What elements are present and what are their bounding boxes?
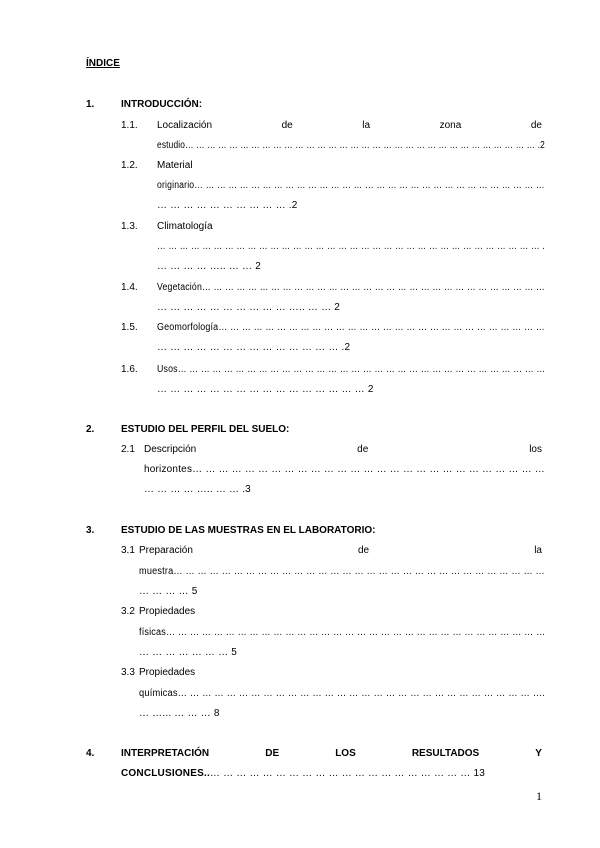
item-1-3-number: 1.3. (121, 221, 138, 232)
item-2-1-word: de (357, 444, 369, 455)
section-4-word: LOS (335, 748, 356, 759)
item-1-2-heading: Material (157, 160, 193, 171)
item-2-1-word: los (529, 444, 542, 455)
item-1-1-word: zona (439, 120, 462, 131)
item-3-3-leader: químicas… … … … … … … … … … … … … … … … … … … … … … … … … … … … … …. (139, 688, 545, 699)
item-1-3-leader: … … … … … … … … … … … … … … … … … … … … … … … … … … … … … … … … … … . (157, 241, 545, 252)
item-1-1-word: la (362, 120, 371, 131)
item-2-1-leader: horizontes… … … … … … … … … … … … … … … … … … … … … … … … … … … (144, 464, 545, 475)
item-1-4-heading: Vegetación… … … … … … … … … … … … … … … … … … … … … … … … … … … … … … (157, 282, 545, 293)
item-3-3-heading: Propiedades (139, 667, 196, 678)
section-4-leader: CONCLUSIONES..… … … … … … … … … … … … … … … … … … … … 13 (121, 768, 486, 779)
item-3-1-leader-end: … … … … 5 (139, 586, 198, 597)
section-4-number: 4. (86, 748, 95, 759)
item-3-2-leader: físicas… … … … … … … … … … … … … … … … … … … … … … … … … … … … … … … … (139, 627, 546, 638)
item-1-1-heading (157, 120, 542, 132)
section-4-word: INTERPRETACIÓN (121, 748, 210, 759)
item-1-2-number: 1.2. (121, 160, 138, 171)
item-2-1-word: Descripción (144, 444, 197, 455)
item-2-1-heading (144, 444, 542, 456)
item-1-5-number: 1.5. (121, 322, 138, 333)
item-3-2-leader-end: … … … … … … … 5 (139, 647, 238, 658)
item-1-4-number: 1.4. (121, 282, 138, 293)
item-3-1-heading (139, 545, 542, 557)
section-1-number: 1. (86, 99, 95, 110)
section-2-number: 2. (86, 424, 95, 435)
item-1-1-word: de (530, 120, 542, 131)
item-3-3-leader-end: … …... … … … 8 (139, 708, 220, 719)
item-1-5-leader-end: … … … … … … … … … … … … … … .2 (157, 342, 351, 353)
item-1-6-number: 1.6. (121, 364, 138, 375)
item-3-1-word: Preparación (139, 545, 193, 556)
item-3-2-number: 3.2 (121, 606, 135, 617)
section-2-title: ESTUDIO DEL PERFIL DEL SUELO: (121, 424, 290, 435)
section-4-word: RESULTADOS (411, 748, 480, 759)
item-3-1-leader: muestra… … … … … … … … … … … … … … … … … … … … … … … … … … … … … … … (139, 566, 545, 577)
item-1-4-leader-end: … … … … … … … … … … ….. … … 2 (157, 302, 341, 313)
item-2-1-number: 2.1 (121, 444, 135, 455)
item-1-1-word: de (281, 120, 293, 131)
item-1-6-leader-end: … … … … … … … … … … … … … … … … 2 (157, 384, 374, 395)
item-3-3-number: 3.3 (121, 667, 135, 678)
item-3-1-word: la (534, 545, 542, 556)
section-4-word: DE (265, 748, 280, 759)
section-3-number: 3. (86, 525, 95, 536)
item-1-2-leader: originario… … … … … … … … … … … … … … … … … … … … … … … … … … … … … … … (157, 180, 545, 191)
page-number: 1 (536, 789, 542, 803)
item-1-1-word: Localización (157, 120, 213, 131)
item-3-1-word: de (358, 545, 370, 556)
item-2-1-leader-end: … … … … ….. … … .3 (144, 484, 251, 495)
item-1-3-heading: Climatología (157, 221, 213, 232)
item-1-1-number: 1.1. (121, 120, 138, 131)
item-3-2-heading: Propiedades (139, 606, 196, 617)
item-1-6-heading: Usos… … … … … … … … … … … … … … … … … … … … … … … … … … … … … … … … (157, 364, 546, 375)
item-1-1-leader: estudio… … … … … … … … … … … … … … … … … … … … … … … … … … … … … … … … .2 (157, 140, 545, 151)
item-1-3-leader-end: … … … … ….. … … 2 (157, 261, 261, 272)
section-1-title: INTRODUCCIÓN: (121, 99, 203, 110)
section-4-word: Y (535, 748, 542, 759)
section-4-title (121, 748, 542, 760)
item-1-5-heading: Geomorfología… … … … … … … … … … … … … … … … … … … … … … … … … … … … (157, 322, 545, 333)
item-1-2-leader-end: … … … … … … … … … … .2 (157, 200, 298, 211)
index-title: ÍNDICE (86, 58, 120, 69)
section-3-title: ESTUDIO DE LAS MUESTRAS EN EL LABORATORIO: (121, 525, 376, 536)
item-3-1-number: 3.1 (121, 545, 135, 556)
